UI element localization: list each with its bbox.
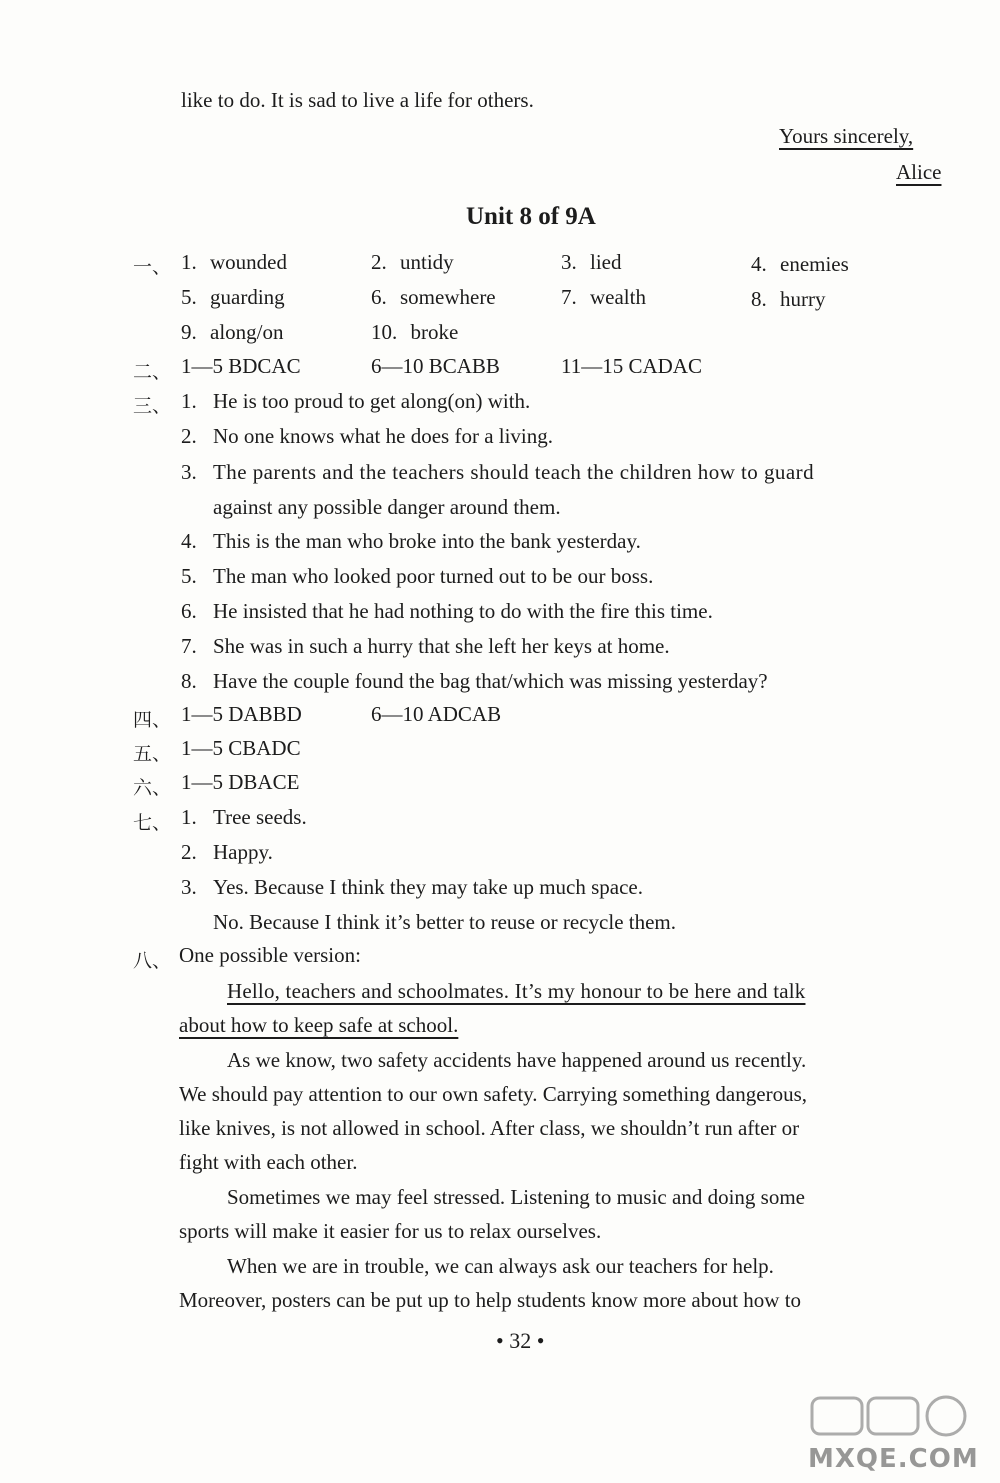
list-item [751, 287, 826, 312]
list-item [181, 669, 768, 694]
list-item [181, 320, 284, 345]
item-answer: Yes. Because I think they may take up much space. [213, 875, 644, 899]
list-item [181, 250, 287, 275]
item-answer: untidy [400, 250, 454, 274]
list-item-alternative: No. Because I think it’s better to reuse or recycle them. [213, 910, 677, 934]
list-item [181, 389, 530, 414]
essay-line: sports will make it easier for us to relax ourselves. [179, 1219, 602, 1243]
list-item [181, 840, 273, 865]
item-number: 6. [371, 285, 387, 309]
section-6-label: 六、 [133, 777, 172, 799]
item-number: 8. [751, 287, 767, 311]
section-5-answers: 1—5 CBADC [181, 736, 301, 760]
letter-continuation: like to do. It is sad to live a life for others. [181, 88, 534, 112]
essay-line: As we know, two safety accidents have happened around us recently. [227, 1048, 807, 1072]
list-item [751, 252, 849, 277]
list-item [371, 250, 454, 275]
list-item [181, 285, 285, 310]
item-answer: This is the man who broke into the bank yesterday. [213, 529, 641, 553]
item-answer: wounded [210, 250, 287, 274]
section-6-answers: 1—5 DBACE [181, 770, 300, 794]
section-4-label: 四、 [133, 709, 172, 731]
section-2-answers-c: 11—15 CADAC [561, 354, 702, 378]
list-item [181, 875, 643, 900]
item-answer: enemies [780, 252, 849, 276]
letter-signature: Alice [896, 160, 942, 184]
list-item-continuation: against any possible danger around them. [213, 495, 561, 519]
essay-line: We should pay attention to our own safety. Carrying something dangerous, [179, 1082, 807, 1106]
item-number: 10. [371, 320, 398, 344]
essay-line: Moreover, posters can be put up to help students know more about how to [179, 1288, 802, 1312]
list-item [181, 460, 814, 485]
item-number: 2. [371, 250, 387, 274]
item-number: 8. [181, 669, 197, 693]
section-7-label: 七、 [133, 812, 172, 834]
section-5-label: 五、 [133, 743, 172, 765]
item-answer: Happy. [213, 840, 273, 864]
essay-line: When we are in trouble, we can always ask our teachers for help. [227, 1254, 774, 1278]
section-2-answers-b: 6—10 BCABB [371, 354, 500, 378]
list-item [181, 599, 713, 624]
unit-title: Unit 8 of 9A [466, 203, 596, 230]
essay-title-line-2: about how to keep safe at school. [179, 1013, 459, 1037]
watermark-logo [808, 1392, 978, 1472]
item-answer: No one knows what he does for a living. [213, 424, 554, 448]
section-2-label: 二、 [133, 361, 172, 383]
item-number: 4. [751, 252, 767, 276]
list-item [181, 564, 653, 589]
item-number: 1. [181, 389, 197, 413]
item-answer: wealth [590, 285, 646, 309]
list-item [371, 320, 458, 345]
item-answer: guarding [210, 285, 285, 309]
item-answer: She was in such a hurry that she left her keys at home. [213, 634, 670, 658]
watermark-text: MXQE.COM [808, 1444, 979, 1474]
item-answer: He insisted that he had nothing to do with the fire this time. [213, 599, 713, 623]
item-answer: broke [410, 320, 459, 344]
essay-line: Sometimes we may feel stressed. Listening to music and doing some [227, 1185, 805, 1209]
list-item [561, 250, 622, 275]
item-number: 2. [181, 840, 197, 864]
item-answer: along/on [210, 320, 284, 344]
watermark-emblem-icon [808, 1392, 978, 1440]
item-number: 1. [181, 250, 197, 274]
essay-line: fight with each other. [179, 1150, 358, 1174]
item-number: 7. [181, 634, 197, 658]
item-answer: Have the couple found the bag that/which was missing yesterday? [213, 669, 768, 693]
item-answer: The parents and the teachers should teach the children how to guard [213, 460, 815, 484]
item-number: 9. [181, 320, 197, 344]
list-item [181, 424, 553, 449]
item-answer: hurry [780, 287, 826, 311]
item-answer: The man who looked poor turned out to be our boss. [213, 564, 654, 588]
item-answer: lied [590, 250, 622, 274]
item-number: 3. [561, 250, 577, 274]
section-4-answers-b: 6—10 ADCAB [371, 702, 502, 726]
list-item [181, 529, 641, 554]
item-number: 3. [181, 460, 197, 484]
item-number: 7. [561, 285, 577, 309]
item-number: 5. [181, 564, 197, 588]
list-item [371, 285, 496, 310]
item-answer: somewhere [400, 285, 496, 309]
essay-line: like knives, is not allowed in school. After class, we shouldn’t run after or [179, 1116, 800, 1140]
item-answer: He is too proud to get along(on) with. [213, 389, 531, 413]
page-number: • 32 • [496, 1328, 545, 1353]
item-number: 3. [181, 875, 197, 899]
item-answer: Tree seeds. [213, 805, 307, 829]
item-number: 2. [181, 424, 197, 448]
essay-title-line-1: Hello, teachers and schoolmates. It’s my honour to be here and talk [227, 979, 806, 1003]
item-number: 1. [181, 805, 197, 829]
list-item [561, 285, 646, 310]
section-3-label: 三、 [133, 395, 172, 417]
list-item [181, 634, 670, 659]
essay-intro: One possible version: [179, 943, 361, 967]
section-1-label: 一、 [133, 256, 172, 278]
section-8-label: 八、 [133, 950, 172, 972]
item-number: 6. [181, 599, 197, 623]
item-number: 4. [181, 529, 197, 553]
letter-closing: Yours sincerely, [779, 124, 914, 148]
section-2-answers-a: 1—5 BDCAC [181, 354, 301, 378]
list-item [181, 805, 307, 830]
section-4-answers-a: 1—5 DABBD [181, 702, 302, 726]
item-number: 5. [181, 285, 197, 309]
